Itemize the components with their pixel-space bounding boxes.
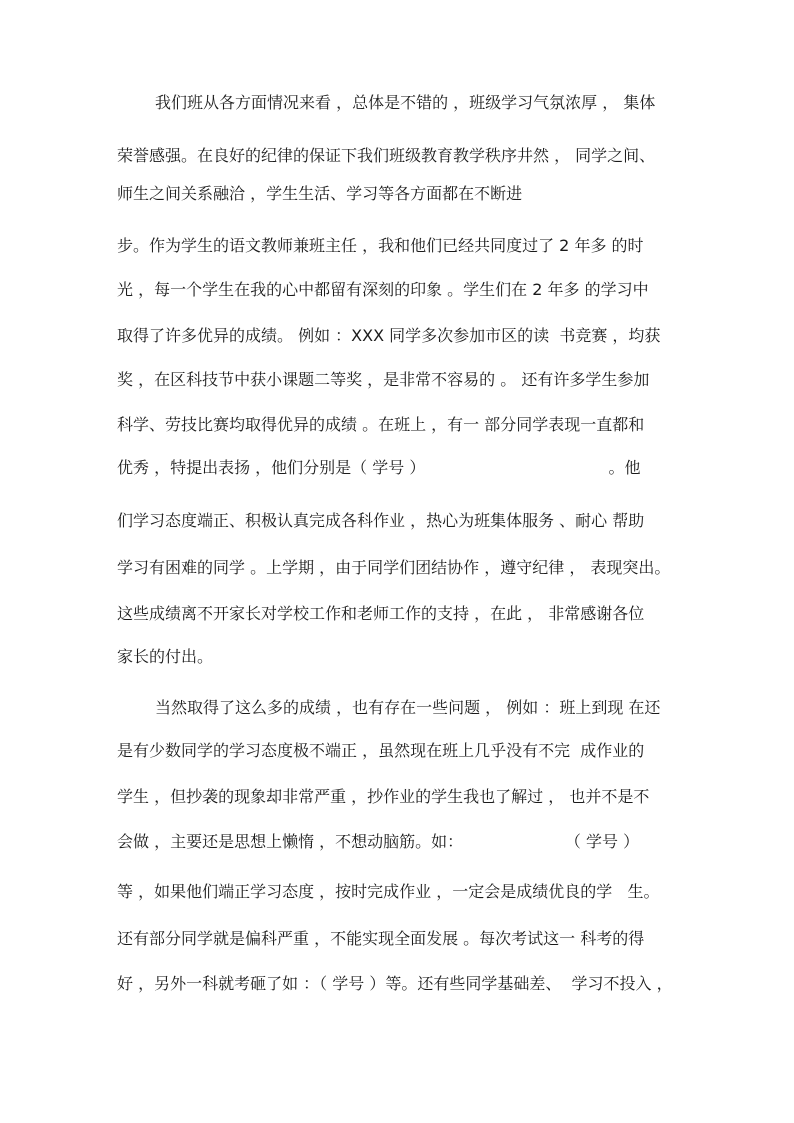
text-line: 学习有困难的同学 。上学期 ，由于同学们团结协作 ，遵守纪律 ， 表现突出。 bbox=[117, 558, 671, 577]
text-line: 优秀 ，特提出表扬 ，他们分别是（ 学号 ） 。他 bbox=[117, 458, 641, 477]
text-line: 当然取得了这么多的成绩 ，也有存在一些问题 ， 例如 ：班上到现 在还 bbox=[155, 698, 661, 717]
text-line: 光 ，每一个学生在我的心中都留有深刻的印象 。学生们在 2 年多 的学习中 bbox=[117, 280, 649, 299]
text-line: 等 ，如果他们端正学习态度 ，按时完成作业 ，一定会是成绩优良的学 生。 bbox=[117, 882, 660, 901]
text-line: 家长的付出。 bbox=[117, 647, 214, 666]
text-line: 步。作为学生的语文教师兼班主任 ，我和他们已经共同度过了 2 年多 的时 bbox=[117, 236, 644, 255]
text-line: 们学习态度端正、积极认真完成各科作业 ，热心为班集体服务 、耐心 帮助 bbox=[117, 511, 645, 530]
text-line: 这些成绩离不开家长对学校工作和老师工作的支持 ，在此 ， 非常感谢各位 bbox=[117, 604, 645, 623]
text-line: 师生之间关系融洽 ，学生生活、学习等各方面都在不断进 bbox=[117, 184, 523, 203]
text-line: 奖 ，在区科技节中获小课题二等奖 ，是非常不容易的 。 还有许多学生参加 bbox=[117, 370, 650, 389]
text-line: 好 ，另外一科就考砸了如 ：（ 学号 ）等。还有些同学基础差、 学习不投入 ， bbox=[117, 974, 673, 993]
text-line: 还有部分同学就是偏科严重 ，不能实现全面发展 。每次考试这一 科考的得 bbox=[117, 929, 645, 948]
text-line: 我们班从各方面情况来看 ，总体是不错的 ，班级学习气氛浓厚 ， 集体 bbox=[155, 93, 656, 112]
text-line: 荣誉感强。在良好的纪律的保证下我们班级教育教学秩序井然 ， 同学之间、 bbox=[117, 146, 656, 165]
text-line: 科学、劳技比赛均取得优异的成绩 。在班上 ，有一 部分同学表现一直都和 bbox=[117, 415, 645, 434]
text-line: 是有少数同学的学习态度极不端正 ，虽然现在班上几乎没有不完 成作业的 bbox=[117, 741, 645, 760]
text-line: 取得了许多优异的成绩。 例如 ：XXX 同学多次参加市区的读 书竞赛 ，均获 bbox=[117, 326, 661, 345]
text-line: 学生 ，但抄袭的现象却非常严重 ，抄作业的学生我也了解过 ， 也并不是不 bbox=[117, 787, 650, 806]
text-line: 会做 ，主要还是思想上懒惰 ，不想动脑筋。如： （ 学号 ） bbox=[117, 832, 640, 851]
